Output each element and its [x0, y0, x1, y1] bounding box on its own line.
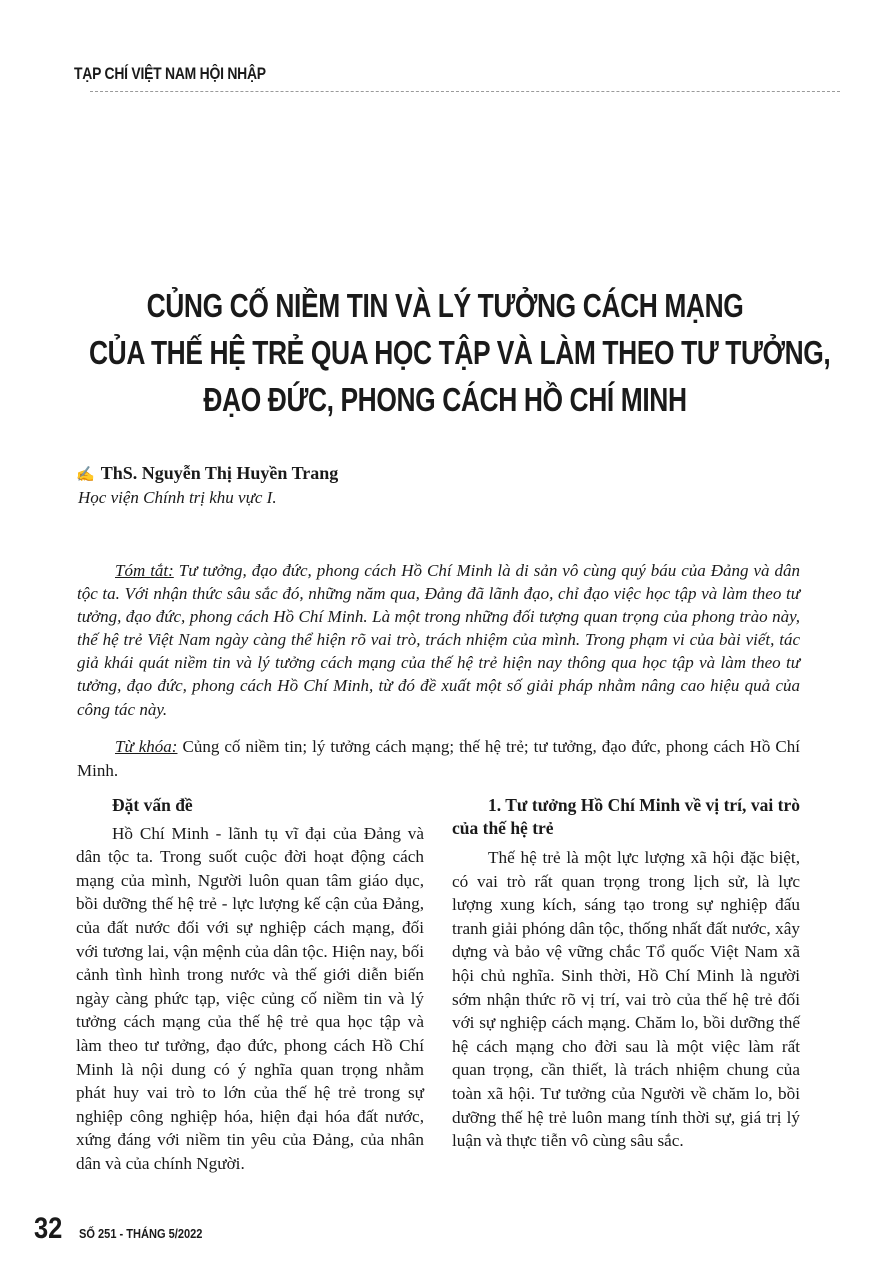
section-heading-intro: Đặt vấn đề: [112, 795, 193, 815]
title-line-3: ĐẠO ĐỨC, PHONG CÁCH HỒ CHÍ MINH: [203, 381, 687, 418]
left-column: [76, 794, 424, 1176]
author-affiliation: Học viện Chính trị khu vực I.: [78, 488, 277, 507]
journal-header: TẠP CHÍ VIỆT NAM HỘI NHẬP: [74, 64, 266, 83]
section-1-paragraph: Thế hệ trẻ là một lực lượng xã hội đặc biệt, có vai trò rất quan trọng trong lịch sử, là lực lượng xung kích, sáng tạo trong sự nghiệp đấu tranh giải phóng dân tộc, thống nhất đất nước, xây dựng và bảo vệ vững chắc Tổ quốc Việt Nam xã hội chủ nghĩa. Sinh thời, Hồ Chí Minh là người sớm nhận thức rõ vị trí, vai trò của thế hệ trẻ đối với sự nghiệp cách mạng. Chăm lo, bồi dưỡng thế hệ cách mạng cho đời sau là một việc làm rất quan trọng, cần thiết, là trách nhiệm chung của toàn xã hội. Tư tưởng của Người về chăm lo, bồi dưỡng thế hệ trẻ luôn mang tính thời sự, giá trị lý luận và thực tiễn vô cùng sâu sắc.: [452, 848, 800, 1151]
author-name: ThS. Nguyễn Thị Huyền Trang: [100, 463, 339, 483]
intro-paragraph: Hồ Chí Minh - lãnh tụ vĩ đại của Đảng và dân tộc ta. Trong suốt cuộc đời hoạt động cách mạng của mình, Người luôn quan tâm giáo dục, bồi dưỡng thế hệ trẻ - lực lượng kế cận của Đảng, của đất nước đối với sự nghiệp cách mạng, đối với tương lai, vận mệnh của dân tộc. Hiện nay, bối cảnh tình hình trong nước và thế giới diễn biến ngày càng phức tạp, việc củng cố niềm tin và lý tưởng cách mạng của thế hệ trẻ qua học tập và làm theo tư tưởng, đạo đức, phong cách Hồ Chí Minh là nội dung có ý nghĩa quan trọng nhằm phát huy vai trò to lớn của thế hệ trẻ trong sự nghiệp công nghiệp hóa, hiện đại hóa đất nước, xứng đáng với niềm tin yêu của Đảng, của nhân dân và của chính Người.: [76, 823, 424, 1173]
title-line-1: CỦNG CỐ NIỀM TIN VÀ LÝ TƯỞNG CÁCH MẠNG: [146, 287, 744, 324]
abstract-text: Tư tưởng, đạo đức, phong cách Hồ Chí Minh là di sản vô cùng quý báu của Đảng và dân tộc ta. Với nhận thức sâu sắc đó, những năm qua, Đảng đã lãnh đạo, chỉ đạo việc học tập và làm theo tư tưởng, đạo đức, phong cách Hồ Chí Minh. Là một trong những đối tượng quan trọng của phong trào này, thế hệ trẻ Việt Nam ngày càng thể hiện rõ vai trò, trách nhiệm của mình. Trong phạm vi của bài viết, tác giả khái quát niềm tin và lý tưởng cách mạng của thế hệ trẻ hiện nay thông qua học tập và làm theo tư tưởng, đạo đức, phong cách Hồ Chí Minh, từ đó đề xuất một số giải pháp nhằm nâng cao hiệu quả của công tác này.: [77, 561, 801, 719]
page-footer: [34, 1212, 225, 1246]
abstract: [77, 559, 800, 721]
page-number: 32: [34, 1212, 63, 1245]
article-title: [0, 282, 890, 423]
pen-icon: ✍: [76, 467, 95, 483]
right-column: [452, 794, 800, 1153]
title-line-2: CỦA THẾ HỆ TRẺ QUA HỌC TẬP VÀ LÀM THEO TƯ TƯỞNG,: [89, 334, 831, 371]
keywords-label: Từ khóa:: [115, 737, 178, 756]
keywords-text: Củng cố niềm tin; lý tưởng cách mạng; thế hệ trẻ; tư tưởng, đạo đức, phong cách Hồ Chí Minh.: [77, 737, 800, 780]
keywords: [77, 735, 800, 783]
author-line: [76, 463, 338, 484]
header-divider: [90, 91, 840, 92]
abstract-label: Tóm tắt:: [115, 561, 174, 580]
issue-info: SỐ 251 - THÁNG 5/2022: [79, 1226, 203, 1241]
section-heading-1: 1. Tư tưởng Hồ Chí Minh về vị trí, vai trò của thế hệ trẻ: [452, 795, 800, 838]
